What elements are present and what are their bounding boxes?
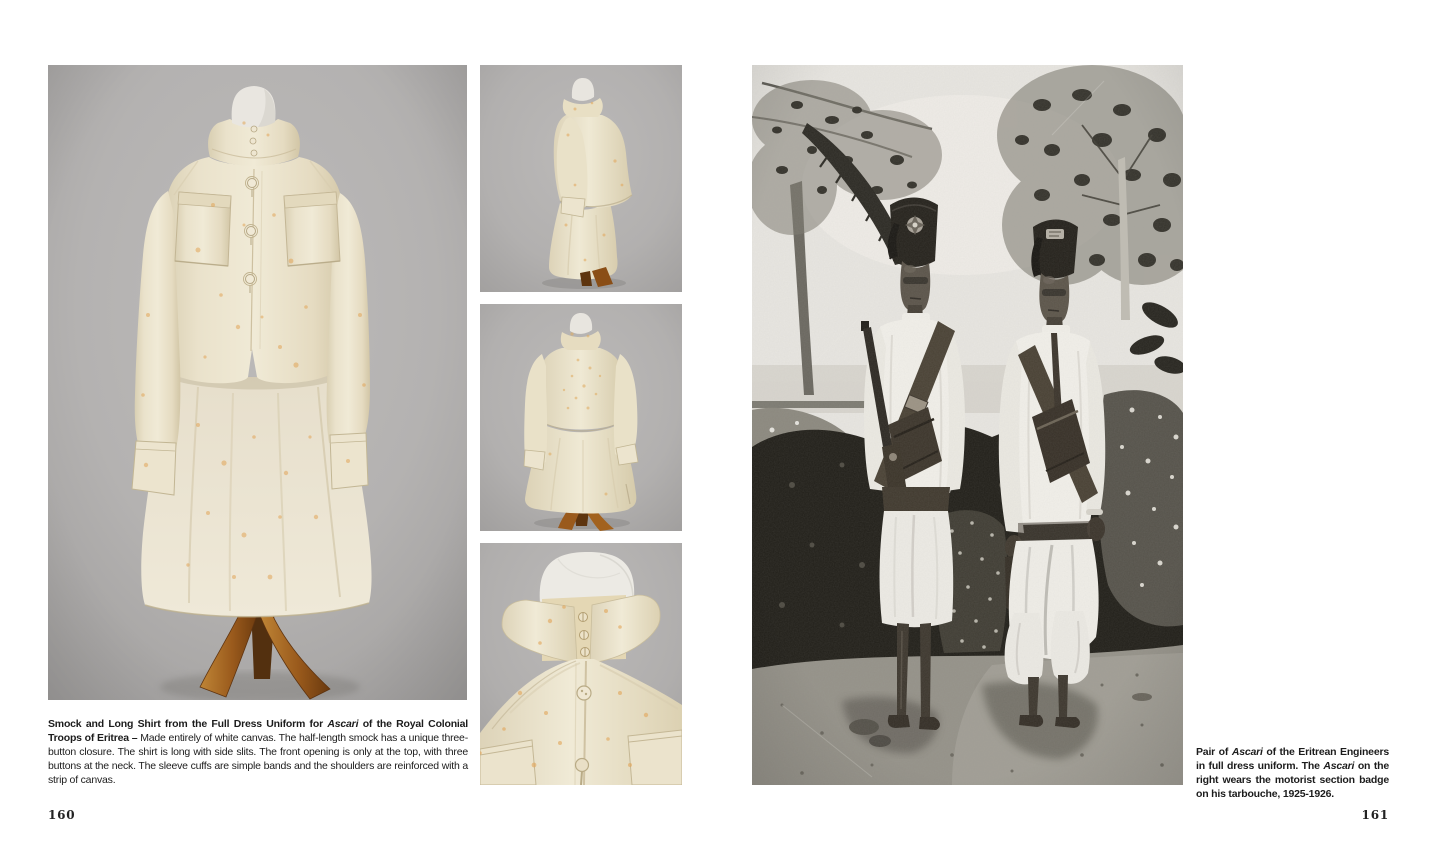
cuff bbox=[561, 197, 585, 217]
smock-front-photo bbox=[48, 65, 467, 700]
collar-detail-photo bbox=[480, 543, 682, 785]
smock-back bbox=[538, 348, 624, 430]
left-caption: Smock and Long Shirt from the Full Dress Uniform for Ascari of the Royal Colonial Troops of Eritrea – Made entirely of white canvas. The half-length smock has a unique three-button closure. The shirt is long with side slits. The front opening is only at the top, with three buttons at the neck. The sleeve cuffs are simple bands and the shoulders are reinforced with a strip of canvas. bbox=[48, 717, 468, 786]
front-button bbox=[577, 686, 591, 700]
right-cuff bbox=[616, 444, 638, 465]
page-number-left: 160 bbox=[48, 808, 76, 822]
left-cuff bbox=[524, 450, 545, 470]
smock-side-photo bbox=[480, 65, 682, 292]
smock-back-photo bbox=[480, 304, 682, 531]
right-caption: Pair of Ascari of the Eritrean Engineers in full dress uniform. The Ascari on the right wears the motorist section badge on his tarbouche, 1925-1926. bbox=[1196, 745, 1389, 800]
ascari-pair-photo bbox=[752, 65, 1183, 785]
page-number-right: 161 bbox=[1361, 808, 1389, 822]
